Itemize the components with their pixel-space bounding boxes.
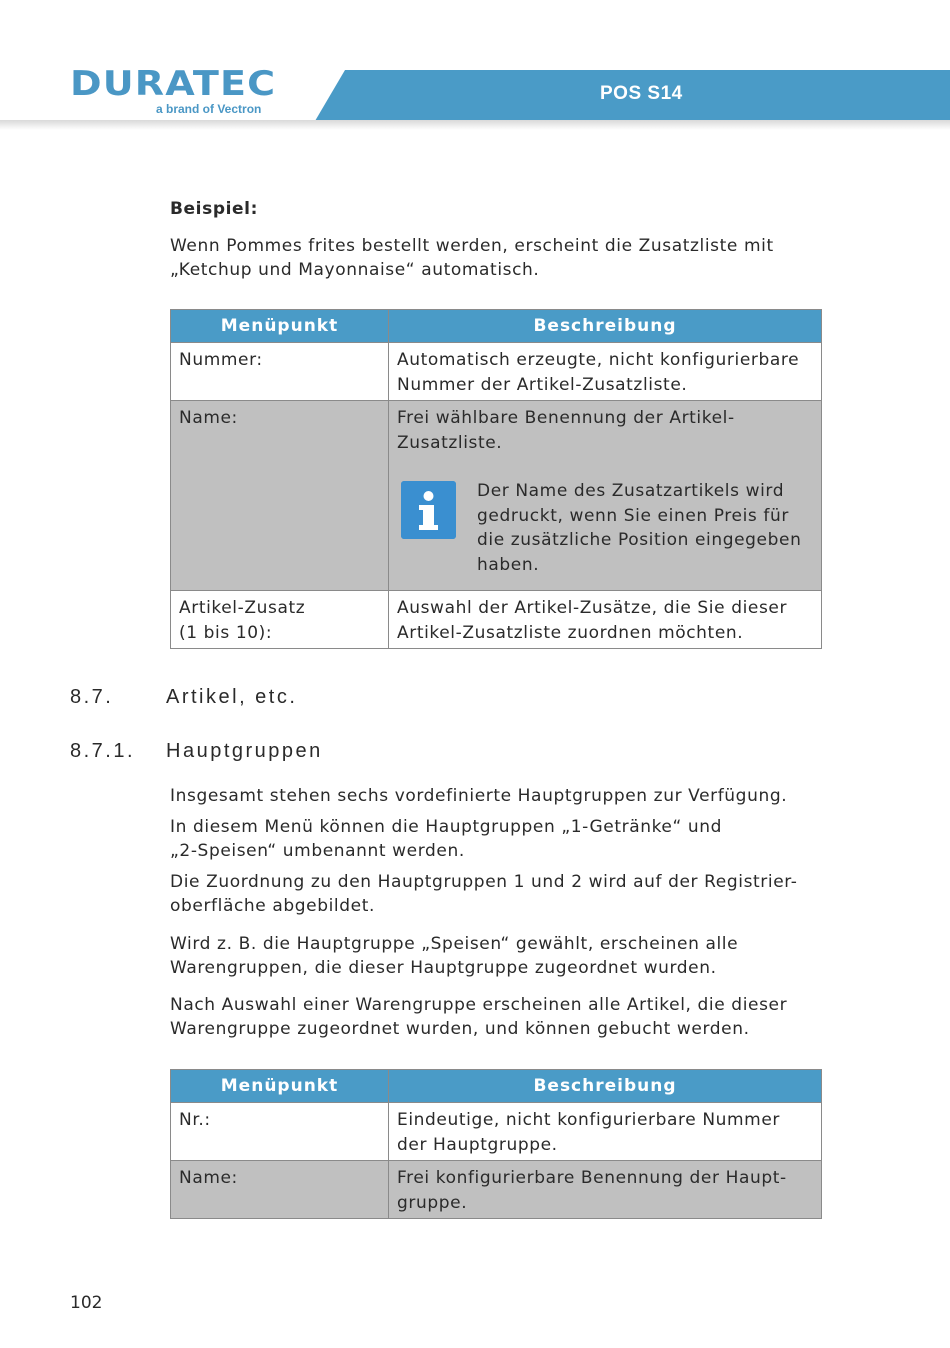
row-description	[389, 1161, 822, 1219]
paragraph-line: Nach Auswahl einer Warengruppe erscheinen alle Artikel, die dieser	[170, 995, 788, 1015]
product-name: POS S14	[600, 83, 683, 104]
paragraph	[170, 932, 830, 980]
info-icon	[401, 481, 456, 539]
main-groups-table	[170, 1069, 822, 1219]
section-title: Hauptgruppen	[166, 740, 323, 762]
duratec-logo	[70, 66, 300, 122]
paragraph	[170, 815, 830, 863]
logo-wordmark: DURATEC	[70, 64, 277, 104]
description-line: Zusatzliste.	[397, 432, 503, 453]
paragraph-line: Die Zuordnung zu den Hauptgruppen 1 und 2 wird auf der Registrier-	[170, 872, 798, 892]
page-number: 102	[70, 1293, 103, 1313]
description-line: gruppe.	[397, 1192, 468, 1213]
row-description	[389, 591, 822, 649]
key-line: Artikel-Zusatz	[179, 598, 306, 618]
paragraph-line: Warengruppe zugeordnet wurden, und können gebucht werden.	[170, 1019, 750, 1039]
paragraph-line: Wird z. B. die Hauptgruppe „Speisen“ gewählt, erscheinen alle	[170, 934, 739, 954]
info-line: Der Name des Zusatzartikels wird	[477, 481, 785, 501]
paragraph-line: In diesem Menü können die Hauptgruppen „1-Getränke“ und	[170, 817, 723, 837]
info-line: haben.	[477, 554, 540, 575]
paragraph	[170, 870, 830, 918]
example-line: „Ketchup und Mayonnaise“ automatisch.	[170, 260, 540, 280]
table-row	[171, 1161, 822, 1219]
row-key: Name:	[171, 1161, 389, 1219]
description-line: der Hauptgruppe.	[397, 1134, 558, 1155]
section-number: 8.7.1.	[70, 740, 136, 762]
table-row	[171, 1103, 822, 1161]
table-header-row	[171, 1070, 822, 1103]
paragraph	[170, 993, 830, 1041]
description-line: Auswahl der Artikel-Zusätze, die Sie dieser	[397, 598, 788, 618]
column-header-menuitem: Menüpunkt	[171, 310, 389, 343]
table-row	[171, 591, 822, 649]
row-description	[389, 343, 822, 401]
table-row	[171, 401, 822, 591]
table-header-row	[171, 310, 822, 343]
row-description	[389, 1103, 822, 1161]
row-key: Nummer:	[171, 343, 389, 401]
row-key	[171, 591, 389, 649]
info-line: die zusätzliche Position eingegeben	[477, 530, 802, 550]
example-text	[170, 234, 830, 282]
row-key: Name:	[171, 401, 389, 591]
row-description	[389, 401, 822, 591]
description-line: Frei konfigurierbare Benennung der Haupt-	[397, 1168, 787, 1188]
paragraph-line: Insgesamt stehen sechs vordefinierte Hauptgruppen zur Verfügung.	[170, 786, 788, 806]
example-line: Wenn Pommes frites bestellt werden, erscheint die Zusatzliste mit	[170, 236, 774, 256]
column-header-description: Beschreibung	[389, 1070, 822, 1103]
description-line: Artikel-Zusatzliste zuordnen möchten.	[397, 622, 744, 643]
paragraph-line: oberfläche abgebildet.	[170, 896, 375, 916]
section-title: Artikel, etc.	[166, 686, 298, 708]
paragraph-line: „2-Speisen“ umbenannt werden.	[170, 841, 465, 861]
description-line: Nummer der Artikel-Zusatzliste.	[397, 374, 688, 395]
key-line: (1 bis 10):	[179, 622, 273, 643]
paragraph-line: Warengruppen, die dieser Hauptgruppe zugeordnet wurden.	[170, 958, 717, 978]
info-line: gedruckt, wenn Sie einen Preis für	[477, 505, 789, 526]
column-header-description: Beschreibung	[389, 310, 822, 343]
column-header-menuitem: Menüpunkt	[171, 1070, 389, 1103]
info-note	[397, 479, 813, 579]
section-number: 8.7.	[70, 686, 114, 708]
description-line: Frei wählbare Benennung der Artikel-	[397, 408, 735, 428]
logo-tagline: a brand of Vectron	[156, 102, 262, 116]
description-line: Eindeutige, nicht konfigurierbare Nummer	[397, 1110, 780, 1130]
info-text	[477, 479, 813, 577]
table-row	[171, 343, 822, 401]
row-key: Nr.:	[171, 1103, 389, 1161]
additions-table	[170, 309, 822, 649]
paragraph	[170, 784, 830, 808]
description-line: Automatisch erzeugte, nicht konfigurierbare	[397, 350, 800, 370]
example-label: Beispiel:	[170, 199, 258, 219]
